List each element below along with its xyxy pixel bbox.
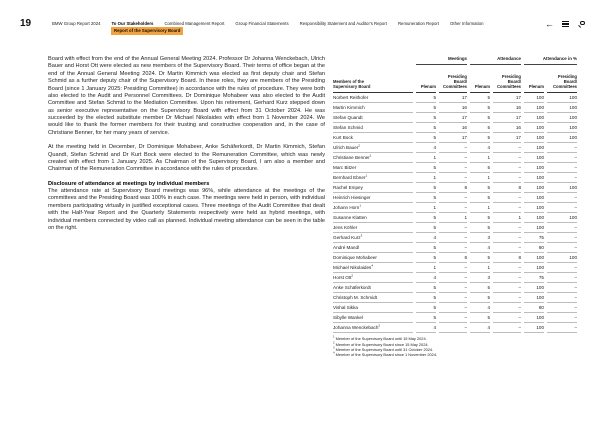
table-footnotes <box>333 336 578 357</box>
table-group-header-row <box>333 57 578 65</box>
member-name: Christiane Benner$^1$ <box>333 153 413 163</box>
value-cell: 100 <box>547 183 577 193</box>
value-cell: 5 <box>416 123 436 133</box>
value-cell: – <box>439 323 467 333</box>
value-cell: – <box>493 273 521 283</box>
value-cell: 100 <box>524 323 544 333</box>
value-cell: 5 <box>416 293 436 303</box>
value-cell: 5 <box>416 283 436 293</box>
table-row <box>333 193 578 203</box>
value-cell: – <box>547 173 577 183</box>
value-cell: – <box>493 303 521 313</box>
member-name: Sibylle Wankel <box>333 313 413 323</box>
footnote: $^1$ Member of the Supervisory Board until 15 May 2024. <box>333 335 427 342</box>
col-committees-meetings: Presiding Board/ Committees <box>439 66 467 93</box>
value-cell: – <box>439 243 467 253</box>
value-cell: 100 <box>524 253 544 263</box>
table-row <box>333 183 578 193</box>
value-cell: – <box>439 153 467 163</box>
paragraph: Board with effect from the end of the Annual General Meeting 2024. Professor Dr Johanna Wenckebach, Ulrich Bauer and Horst Ott were elected as new members of the Supervisory Board. Their terms of office began at the end of the Annual General Meeting 2024. Dr Martin Kimmich was elected as first deputy chair and Stefan Schmid as a further deputy chair of the Supervisory Board. In these roles, they are members of the Presiding Board (since 1 January 2025: Presiding Committee) in accordance with the rules of procedure. They were both also elected to the Audit and Personnel Committees. Dr Dominique Mohabeer was also elected to the Audit Committee and Stefan Schmid to the Mediation Committee. Upon his retirement, Gerhard Kurz stepped down as senior executive representative on the Supervisory Board with effect from 31 October 2024. He was succeeded by the elected substitute member Dr Michael Nikolaides with effect from 1 November 2024. We would like to thank the former members for their trusting and constructive cooperation and, in the case of Christiane Benner, for her many years of service. <box>48 56 325 136</box>
value-cell: 4 <box>416 233 436 243</box>
member-name: Bernhard Ebner$^1$ <box>333 173 413 183</box>
value-cell: 5 <box>470 313 490 323</box>
value-cell: 1 <box>439 213 467 223</box>
value-cell: 100 <box>547 213 577 223</box>
member-name: Johanna Wenckebach$^2$ <box>333 323 413 333</box>
value-cell: 80 <box>524 303 544 313</box>
search-icon[interactable] <box>577 20 585 28</box>
value-cell: 17 <box>493 93 521 103</box>
member-name: Horst Ott$^2$ <box>333 273 413 283</box>
value-cell: 16 <box>493 103 521 113</box>
value-cell: 17 <box>439 93 467 103</box>
section-heading: Disclosure of attendance at meetings by individual members <box>48 180 210 187</box>
value-cell: – <box>547 203 577 213</box>
member-name: Jens Köhler <box>333 223 413 233</box>
attendance-table <box>333 57 578 357</box>
value-cell: – <box>493 263 521 273</box>
value-cell: – <box>493 233 521 243</box>
toolbar-icons <box>545 19 585 29</box>
top-nav-bar <box>0 16 600 42</box>
value-cell: – <box>493 243 521 253</box>
value-cell: 5 <box>470 103 490 113</box>
value-cell: 100 <box>524 203 544 213</box>
value-cell: 100 <box>524 283 544 293</box>
value-cell: 100 <box>524 153 544 163</box>
value-cell: 75 <box>524 233 544 243</box>
value-cell: 4 <box>416 323 436 333</box>
value-cell: – <box>547 233 577 243</box>
nav-item-0[interactable]: BMW Group Report 2024 <box>52 21 101 26</box>
attendance-table-body <box>333 93 578 333</box>
table-row <box>333 323 578 333</box>
value-cell: – <box>493 293 521 303</box>
value-cell: – <box>493 193 521 203</box>
footnote: $^3$ Member of the Supervisory Board until 31 October 2024. <box>333 345 434 352</box>
value-cell: 100 <box>524 223 544 233</box>
value-cell: 5 <box>470 133 490 143</box>
report-nav <box>52 21 484 33</box>
value-cell: 5 <box>416 253 436 263</box>
nav-item-2[interactable]: Combined Management Report <box>164 21 225 26</box>
value-cell: 16 <box>493 123 521 133</box>
value-cell: 4 <box>470 143 490 153</box>
value-cell: – <box>439 173 467 183</box>
value-cell: 1 <box>416 203 436 213</box>
value-cell: 1 <box>470 173 490 183</box>
member-name: Stefan Quandt <box>333 113 413 123</box>
value-cell: – <box>547 223 577 233</box>
value-cell: 5 <box>470 293 490 303</box>
table-row <box>333 303 578 313</box>
value-cell: 5 <box>416 93 436 103</box>
value-cell: – <box>439 163 467 173</box>
value-cell: 4 <box>470 243 490 253</box>
table-row <box>333 223 578 233</box>
nav-item-6[interactable]: Other Information <box>450 21 484 26</box>
value-cell: 17 <box>439 133 467 143</box>
value-cell: 5 <box>470 183 490 193</box>
value-cell: – <box>439 273 467 283</box>
value-cell: 5 <box>416 213 436 223</box>
member-name: Christoph M. Schmidt <box>333 293 413 303</box>
table-row <box>333 293 578 303</box>
value-cell: 100 <box>524 183 544 193</box>
member-name: Kurt Bock <box>333 133 413 143</box>
table-row <box>333 233 578 243</box>
value-cell: – <box>547 323 577 333</box>
table-row <box>333 123 578 133</box>
value-cell: 75 <box>524 273 544 283</box>
value-cell: 5 <box>470 223 490 233</box>
table-row <box>333 313 578 323</box>
table-row <box>333 243 578 253</box>
col-group-attendance-pct: Attendance in % <box>524 57 577 65</box>
value-cell: 1 <box>470 153 490 163</box>
search-handle <box>578 25 581 28</box>
value-cell: – <box>493 313 521 323</box>
value-cell: 100 <box>547 113 577 123</box>
member-name: Anke Schäferkordt <box>333 283 413 293</box>
value-cell: 100 <box>524 163 544 173</box>
value-cell: – <box>547 303 577 313</box>
page-number: 19 <box>20 18 32 29</box>
menu-icon[interactable] <box>562 21 569 28</box>
table-row <box>333 173 578 183</box>
member-name: Vishal Sikka <box>333 303 413 313</box>
table-row <box>333 133 578 143</box>
value-cell: 5 <box>416 243 436 253</box>
value-cell: 1 <box>416 173 436 183</box>
value-cell: 4 <box>416 273 436 283</box>
value-cell: 1 <box>470 203 490 213</box>
value-cell: 100 <box>524 173 544 183</box>
col-plenum-attendance: Plenum <box>470 66 490 93</box>
value-cell: – <box>547 273 577 283</box>
table-row <box>333 273 578 283</box>
table-row <box>333 163 578 173</box>
value-cell: 5 <box>470 283 490 293</box>
value-cell: – <box>547 313 577 323</box>
value-cell: 100 <box>524 193 544 203</box>
value-cell: 5 <box>416 133 436 143</box>
col-group-attendance: Attendance <box>470 57 521 65</box>
value-cell: – <box>439 263 467 273</box>
back-icon[interactable]: ← <box>545 18 554 29</box>
member-name: Stefan Schmid <box>333 123 413 133</box>
table-row <box>333 263 578 273</box>
paragraph: At the meeting held in December, Dr Dominique Mohabeer, Anke Schäferkordt, Dr Martin Kimmich, Stefan Quandt, Stefan Schmid and Dr Kurt Bock were elected to the Remuneration Committee, which was newly created with effect from 1 January 2025. As Chairman of the Supervisory Board, I am also a member and Chairman of the Remuneration Committee in accordance with the rules of procedure. <box>48 144 325 173</box>
table-row <box>333 203 578 213</box>
member-name: Ulrich Bauer$^2$ <box>333 143 413 153</box>
value-cell: 5 <box>416 103 436 113</box>
col-plenum-pct: Plenum <box>524 66 544 93</box>
member-name: Martin Kimmich <box>333 103 413 113</box>
value-cell: – <box>547 153 577 163</box>
value-cell: 4 <box>416 143 436 153</box>
value-cell: 1 <box>493 213 521 223</box>
value-cell: 1 <box>416 153 436 163</box>
value-cell: 5 <box>470 193 490 203</box>
value-cell: 3 <box>470 233 490 243</box>
paragraph: The attendance rate at Supervisory Board meetings was 96%, while attendance at the meetings of the committees and the Presiding Board was 100% in each case. The meetings were held in person, with individual members participating virtually in justified exceptional cases. Three meetings of the Audit Committee that dealt with the Half-Year Report and the Quarterly Statements respectively were held as hybrid meetings, with individual members connected by video call as planned. Individual meeting attendance can be seen in the table on the right. <box>48 188 325 231</box>
value-cell: 100 <box>547 123 577 133</box>
value-cell: – <box>493 143 521 153</box>
value-cell: 100 <box>524 133 544 143</box>
nav-item-5[interactable]: Remuneration Report <box>397 21 440 26</box>
nav-item-4[interactable]: Responsibility Statement and Auditor's Report <box>299 21 387 26</box>
footnote: $^4$ Member of the Supervisory Board since 1 November 2024. <box>333 350 438 358</box>
value-cell: – <box>439 303 467 313</box>
table-row <box>333 113 578 123</box>
value-cell: 5 <box>416 183 436 193</box>
value-cell: – <box>547 263 577 273</box>
value-cell: – <box>439 223 467 233</box>
value-cell: 100 <box>524 113 544 123</box>
value-cell: – <box>439 193 467 203</box>
value-cell: – <box>547 243 577 253</box>
table-row <box>333 153 578 163</box>
value-cell: 100 <box>547 93 577 103</box>
member-name: Susanne Klatten <box>333 213 413 223</box>
value-cell: – <box>493 203 521 213</box>
member-name: Heinrich Hiesinger <box>333 193 413 203</box>
nav-item-1[interactable]: To Our Stakeholders Report of the Supervisory Board <box>111 22 153 26</box>
value-cell: 4 <box>470 303 490 313</box>
table-row <box>333 93 578 103</box>
table-row <box>333 143 578 153</box>
value-cell: 100 <box>524 213 544 223</box>
value-cell: – <box>439 143 467 153</box>
col-committees-pct: Presiding Board/ Committees <box>547 66 577 93</box>
value-cell: 5 <box>470 163 490 173</box>
member-name: Norbert Reithofer <box>333 93 413 103</box>
value-cell: 100 <box>524 293 544 303</box>
value-cell: 5 <box>470 113 490 123</box>
col-committees-attendance: Presiding Board/ Committees <box>493 66 521 93</box>
value-cell: – <box>439 233 467 243</box>
value-cell: – <box>547 143 577 153</box>
col-plenum-meetings: Plenum <box>416 66 436 93</box>
footnote: $^2$ Member of the Supervisory Board since 15 May 2024. <box>333 340 429 347</box>
value-cell: 5 <box>416 113 436 123</box>
nav-item-3[interactable]: Group Financial Statements <box>235 21 289 26</box>
value-cell: 8 <box>493 183 521 193</box>
value-cell: 17 <box>493 133 521 143</box>
value-cell: – <box>547 293 577 303</box>
member-name: Marc Bitzer <box>333 163 413 173</box>
value-cell: 16 <box>439 123 467 133</box>
value-cell: 8 <box>439 253 467 263</box>
value-cell: – <box>439 313 467 323</box>
value-cell: 5 <box>416 303 436 313</box>
value-cell: 8 <box>439 183 467 193</box>
table-row <box>333 103 578 113</box>
value-cell: 80 <box>524 243 544 253</box>
value-cell: – <box>493 163 521 173</box>
value-cell: – <box>547 283 577 293</box>
member-name: Rachel Empey <box>333 183 413 193</box>
value-cell: 100 <box>547 253 577 263</box>
value-cell: 100 <box>524 143 544 153</box>
value-cell: – <box>493 283 521 293</box>
value-cell: – <box>493 173 521 183</box>
value-cell: 100 <box>547 103 577 113</box>
value-cell: – <box>439 293 467 303</box>
value-cell: 4 <box>470 323 490 333</box>
table-row <box>333 213 578 223</box>
value-cell: 5 <box>470 253 490 263</box>
value-cell: – <box>439 283 467 293</box>
value-cell: 8 <box>493 253 521 263</box>
article-column <box>48 56 325 239</box>
value-cell: – <box>439 203 467 213</box>
value-cell: – <box>493 153 521 163</box>
value-cell: 16 <box>439 103 467 113</box>
value-cell: 5 <box>470 213 490 223</box>
value-cell: 100 <box>524 263 544 273</box>
value-cell: 5 <box>416 223 436 233</box>
value-cell: 100 <box>524 93 544 103</box>
value-cell: 1 <box>470 263 490 273</box>
member-name: Dominique Mohabeer <box>333 253 413 263</box>
value-cell: 1 <box>416 263 436 273</box>
value-cell: 5 <box>470 93 490 103</box>
value-cell: 17 <box>439 113 467 123</box>
value-cell: 5 <box>416 163 436 173</box>
member-name: Michael Nikolaides$^4$ <box>333 263 413 273</box>
value-cell: 5 <box>470 123 490 133</box>
value-cell: – <box>547 193 577 203</box>
value-cell: – <box>493 323 521 333</box>
value-cell: 5 <box>416 313 436 323</box>
value-cell: 3 <box>470 273 490 283</box>
value-cell: 100 <box>524 103 544 113</box>
value-cell: 100 <box>547 133 577 143</box>
search-lens <box>580 21 584 25</box>
member-name: Johann Horn$^1$ <box>333 203 413 213</box>
member-name: André Mandl <box>333 243 413 253</box>
value-cell: 17 <box>493 113 521 123</box>
value-cell: – <box>493 223 521 233</box>
table-sub-header-row <box>333 66 578 93</box>
value-cell: 100 <box>524 313 544 323</box>
value-cell: 5 <box>416 193 436 203</box>
table-row <box>333 283 578 293</box>
value-cell: 100 <box>524 123 544 133</box>
header-spacer <box>333 57 413 65</box>
active-subsection-tag[interactable]: Report of the Supervisory Board <box>111 27 182 35</box>
value-cell: – <box>547 163 577 173</box>
members-column-header: Members of the Supervisory Board <box>333 66 413 93</box>
table-row <box>333 253 578 263</box>
col-group-meetings: Meetings <box>416 57 467 65</box>
member-name: Gerhard Kurz$^3$ <box>333 233 413 243</box>
